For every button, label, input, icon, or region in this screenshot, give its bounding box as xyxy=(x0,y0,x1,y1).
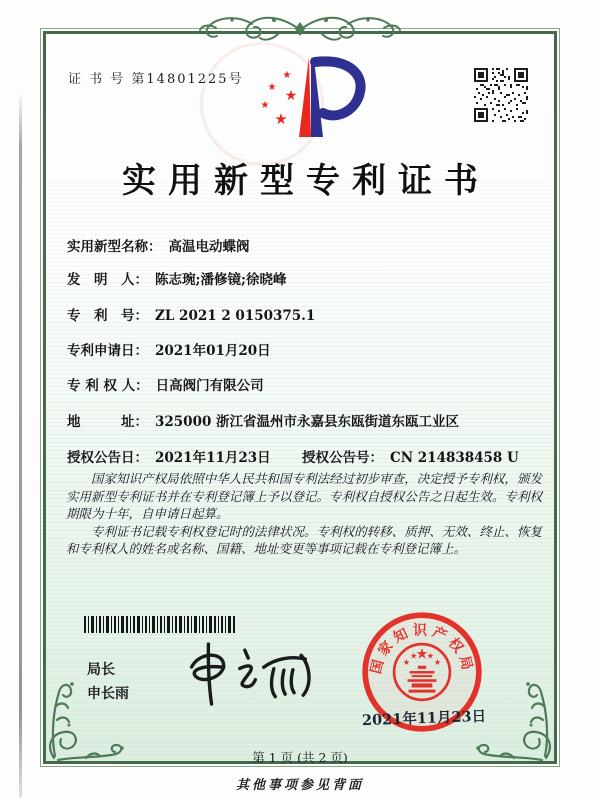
field-patent-no-row xyxy=(67,304,315,324)
svg-text:★: ★ xyxy=(282,70,292,81)
certificate-number: 证 书 号 第14801225号 xyxy=(68,72,244,87)
field-patentee-value: 日高阀门有限公司 xyxy=(155,378,264,394)
field-name-label: 实用新型名称： xyxy=(67,239,162,255)
field-inventor-label: 发 明 人： xyxy=(67,272,148,288)
seal-ring-text: 国家知识产权局 xyxy=(368,622,476,676)
legal-text xyxy=(66,470,542,558)
grant-no-value: CN 214838458 U xyxy=(390,450,519,466)
bottom-left-flourish-icon xyxy=(42,664,126,764)
cnipa-logo-icon xyxy=(252,50,372,146)
field-patentee-row xyxy=(67,374,264,394)
grant-no-label: 授权公告号： xyxy=(302,450,383,466)
field-filing-date-row xyxy=(67,339,271,359)
field-patent-no-label: 专 利 号： xyxy=(67,308,148,324)
legal-paragraph-2: 专利证书记载专利权登记时的法律状况。专利权的转移、质押、无效、终止、恢复和专利权人的姓名或名称、国籍、地址变更等事项记载在专利登记簿上。 xyxy=(66,523,542,556)
field-name-row xyxy=(67,235,250,255)
field-inventor-row xyxy=(67,268,286,288)
bottom-right-flourish-icon xyxy=(474,664,558,764)
barcode xyxy=(84,616,236,633)
svg-text:★: ★ xyxy=(274,110,288,128)
svg-text:★: ★ xyxy=(433,656,442,667)
seal-date: 2021年11月23日 xyxy=(361,707,487,730)
field-filing-date-value: 2021年01月20日 xyxy=(155,343,271,359)
director-title: 局长 xyxy=(87,662,115,678)
svg-text:★: ★ xyxy=(426,650,434,661)
document-title: 实用新型专利证书 xyxy=(122,161,490,201)
qr-code xyxy=(474,68,528,122)
page-number: 第 1 页 (共 2 页) xyxy=(252,750,348,765)
field-address-row xyxy=(67,410,459,430)
field-address-label: 地 址： xyxy=(67,414,148,430)
field-name-value: 高温电动蝶阀 xyxy=(168,239,250,255)
top-flourish-ornament-icon xyxy=(170,8,430,52)
svg-text:★: ★ xyxy=(267,82,277,93)
svg-text:★: ★ xyxy=(415,646,429,663)
svg-text:★: ★ xyxy=(410,650,418,661)
svg-text:★: ★ xyxy=(260,100,270,111)
grant-row xyxy=(67,446,547,466)
grant-date-value: 2021年11月23日 xyxy=(155,450,271,466)
field-filing-date-label: 专利申请日： xyxy=(67,343,148,359)
field-patent-no-value: ZL 2021 2 0150375.1 xyxy=(155,308,316,324)
svg-text:★: ★ xyxy=(284,88,298,104)
field-patentee-label: 专 利 权 人： xyxy=(67,378,149,394)
director-signature-icon xyxy=(180,638,318,708)
grant-date-label: 授权公告日： xyxy=(67,450,148,466)
legal-paragraph-1: 国家知识产权局依照中华人民共和国专利法经过初步审查，决定授予专利权，颁发实用新型专利证书并在专利登记簿上予以登记。专利权自授权公告之日起生效。专利权期限为十年，自申请日起算。 xyxy=(66,471,542,521)
field-inventor-value: 陈志琬;潘修镜;徐晓峰 xyxy=(155,272,287,288)
back-side-note: 其他事项参见背面 xyxy=(235,778,364,793)
svg-text:★: ★ xyxy=(402,656,411,667)
field-address-value: 325000 浙江省温州市永嘉县东瓯街道东瓯工业区 xyxy=(155,414,460,430)
director-name: 申长雨 xyxy=(87,686,129,702)
